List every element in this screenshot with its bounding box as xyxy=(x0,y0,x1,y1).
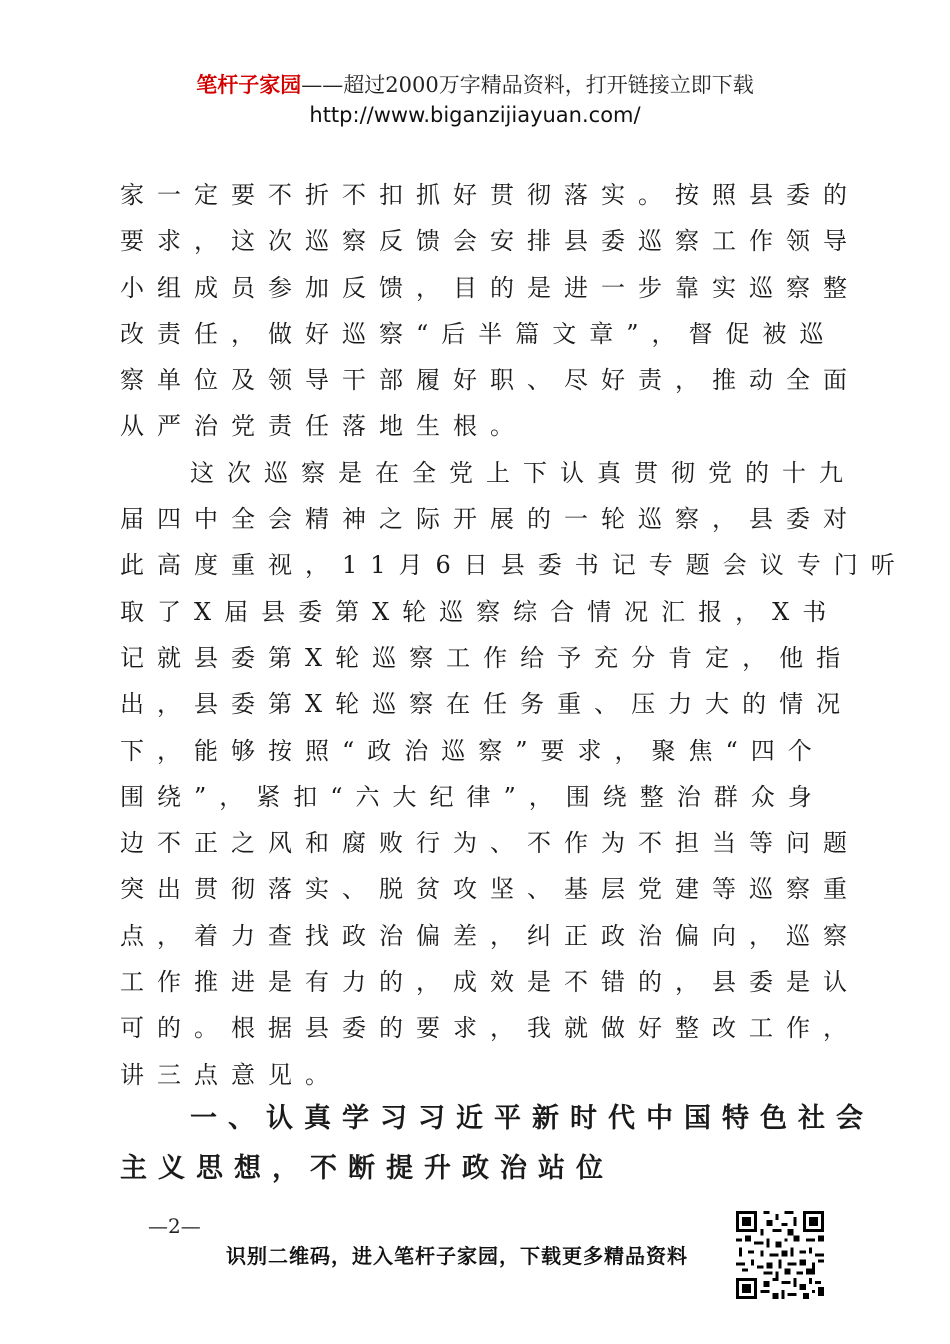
text-line: 这次巡察是在全党上下认真贯彻党的十九 xyxy=(190,458,856,487)
text-line: 要求，这次巡察反馈会安排县委巡察工作领导 xyxy=(120,227,860,256)
text-line: 工作推进是有力的，成效是不错的，县委是认 xyxy=(120,968,860,997)
heading-line: 主义思想，不断提升政治站位 xyxy=(120,1153,614,1184)
section-heading xyxy=(120,1094,874,1194)
text-line: 突出贯彻落实、脱贫攻坚、基层党建等巡察重 xyxy=(120,875,860,904)
text-line: 下，能够按照“政治巡察”要求，聚焦“四个 xyxy=(120,736,825,765)
qr-code-icon[interactable] xyxy=(736,1211,824,1299)
page-header xyxy=(0,70,950,130)
brand-name: 笔杆子家园 xyxy=(196,72,302,97)
text-line: 围绕”，紧扣“六大纪律”，围绕整治群众身 xyxy=(120,782,825,811)
text-line: 家一定要不折不扣抓好贯彻落实。按照县委的 xyxy=(120,181,860,209)
text-line: 察单位及领导干部履好职、尽好责，推动全面 xyxy=(120,366,860,395)
heading-line: 一、认真学习习近平新时代中国特色社会 xyxy=(190,1103,874,1134)
text-line: 出，县委第X轮巡察在任务重、压力大的情况 xyxy=(120,690,854,719)
text-line: 边不正之风和腐败行为、不作为不担当等问题 xyxy=(120,829,860,858)
footer-promo-text: 识别二维码，进入笔杆子家园，下载更多精品资料 xyxy=(226,1244,688,1268)
text-line: 可的。根据县委的要求，我就做好整改工作， xyxy=(120,1014,860,1043)
header-title-line xyxy=(0,70,950,100)
text-line: 记就县委第X轮巡察工作给予充分肯定，他指 xyxy=(120,643,854,672)
text-line: 届四中全会精神之际开展的一轮巡察，县委对 xyxy=(120,505,860,534)
text-line: 取了X届县委第X轮巡察综合情况汇报，X书 xyxy=(120,597,840,626)
text-line: 点，着力查找政治偏差，纠正政治偏向，巡察 xyxy=(120,921,860,950)
paragraph-1 xyxy=(120,172,860,450)
header-url-link[interactable]: http://www.biganzijiayuan.com/ xyxy=(309,103,641,127)
paragraph-2 xyxy=(120,450,908,1098)
document-body xyxy=(120,172,908,1098)
text-line: 此高度重视，11月6日县委书记专题会议专门听 xyxy=(120,551,908,580)
text-line: 改责任，做好巡察“后半篇文章”，督促被巡 xyxy=(120,319,837,348)
text-line: 讲三点意见。 xyxy=(120,1060,342,1089)
text-line: 小组成员参加反馈，目的是进一步靠实巡察整 xyxy=(120,273,860,302)
header-tagline: ——超过2000万字精品资料，打开链接立即下载 xyxy=(301,73,754,97)
text-line: 从严治党责任落地生根。 xyxy=(120,412,527,441)
page-number: —2— xyxy=(148,1214,201,1238)
